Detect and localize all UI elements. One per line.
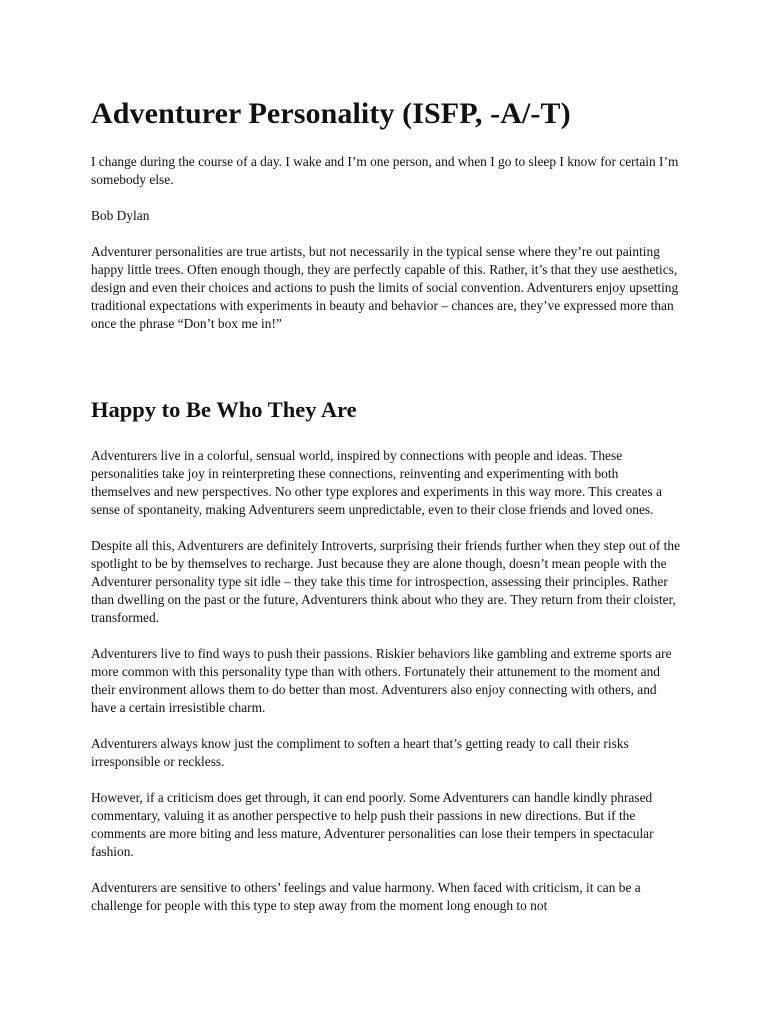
section-heading: Happy to Be Who They Are [91, 397, 357, 422]
body-paragraph-2: Despite all this, Adventurers are definitely Introverts, surprising their friends further when they step out of the spotlight to be by themselves to recharge. Just because they are alone though, doesn’t mean people with the Adventurer personality type sit idle – they take this time for introspection, assessing their principles. Rather than dwelling on the past or the future, Adventurers think about who they are. They return from their cloister, transformed. [91, 538, 681, 625]
body-paragraph-5: However, if a criticism does get through, it can end poorly. Some Adventurers can handle kindly phrased commentary, valuing it as another perspective to help push their passions in new directions. But if the comments are more biting and less mature, Adventurer personalities can lose their tempers in spectacular fashion. [91, 790, 654, 859]
intro-paragraph: Adventurer personalities are true artists, but not necessarily in the typical sense where they’re out painting happy little trees. Often enough though, they are perfectly capable of this. Rather, it’s that they use aesthetics, design and even their choices and actions to push the limits of social convention. Adventurers enjoy upsetting traditional expectations with experiments in beauty and behavior – chances are, they’ve expressed more than once the phrase “Don’t box me in!” [91, 244, 679, 331]
document-page [91, 97, 681, 933]
body-paragraph-3: Adventurers live to find ways to push their passions. Riskier behaviors like gambling and extreme sports are more common with this personality type than with others. Fortunately their attunement to the moment and their environment allows them to do better than most. Adventurers also enjoy connecting with others, and have a certain irresistible charm. [91, 646, 672, 715]
quote-author: Bob Dylan [91, 208, 150, 223]
body-paragraph-6: Adventurers are sensitive to others’ feelings and value harmony. When faced with criticism, it can be a challenge for people with this type to step away from the moment long enough to not [91, 880, 641, 913]
page-title: Adventurer Personality (ISFP, -A/-T) [91, 97, 571, 130]
body-paragraph-1: Adventurers live in a colorful, sensual world, inspired by connections with people and ideas. These personalities take joy in reinterpreting these connections, reinventing and experimenting with both themselves and new perspectives. No other type explores and experiments in this way more. This creates a sense of spontaneity, making Adventurers seem unpredictable, even to their close friends and loved ones. [91, 448, 662, 517]
quote-text: I change during the course of a day. I wake and I’m one person, and when I go to sleep I know for certain I’m somebody else. [91, 154, 679, 187]
body-paragraph-4: Adventurers always know just the compliment to soften a heart that’s getting ready to call their risks irresponsible or reckless. [91, 736, 629, 769]
section-spacer [91, 351, 681, 397]
